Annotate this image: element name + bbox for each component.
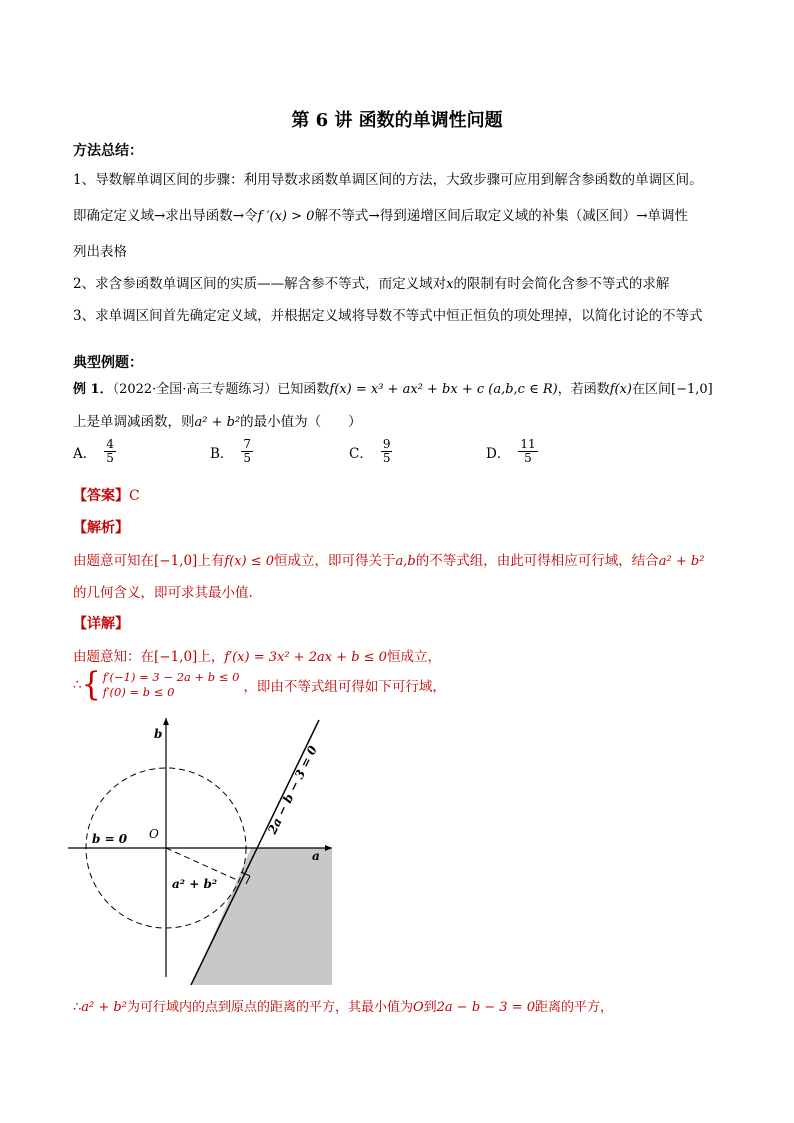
- option-b-num: 7: [243, 437, 252, 451]
- example1-tail: 在区间[−1,0]: [632, 382, 713, 397]
- analysis-math1: f(x) ≤ 0: [224, 554, 275, 569]
- option-b-fraction: [241, 438, 253, 465]
- option-d-fraction: [518, 438, 537, 465]
- analysis-text2: 恒成立，即可得关于: [274, 553, 396, 569]
- example1-line2-text2: 的最小值为（ ）: [240, 414, 362, 430]
- example1-line2-math: a² + b²: [194, 415, 241, 430]
- example1-line1: [73, 378, 713, 397]
- method-p1b-text2: 解不等式→得到递增区间后取定义域的补集（减区间）→单调性: [314, 208, 689, 224]
- example1-line2: [73, 410, 362, 430]
- feasible-region-figure: [60, 710, 350, 985]
- example1-source: （2022·全国·高三专题练习）已知函数: [112, 382, 330, 397]
- detail-text3: ，即由不等式组可得如下可行域，: [243, 679, 446, 695]
- b-axis-label: b: [154, 727, 163, 741]
- method-p1b-text: 即确定定义域→求出导函数→令: [73, 208, 258, 224]
- analysis-math2: a² + b²: [658, 554, 705, 569]
- method-p1: 1、导数解单调区间的步骤：利用导数求函数单调区间的方法，大致步骤可应用到解含参函数的单调区间。: [73, 172, 703, 188]
- analysis-tag: 【解析】: [73, 520, 129, 536]
- detail-tag: 【详解】: [73, 616, 129, 632]
- analysis-text1: 由题意可知在[−1,0]上有: [73, 553, 225, 569]
- option-d-letter: D．: [486, 445, 511, 462]
- option-c-letter: C．: [349, 445, 373, 462]
- detail-text1: 由题意知：在[−1,0]上，: [73, 649, 225, 665]
- option-d-num: 11: [520, 437, 536, 451]
- final-math1: a² + b²: [81, 1000, 127, 1015]
- option-a-num: 4: [106, 437, 114, 451]
- method-heading: 方法总结：: [73, 143, 143, 159]
- example1-mid: ，若函数: [557, 382, 610, 397]
- option-a-fraction: [104, 438, 116, 465]
- example1-label: 例 1．: [73, 382, 113, 397]
- option-c-num: 9: [382, 437, 391, 451]
- b-zero-label: b = 0: [92, 832, 128, 846]
- a-axis-label: a: [312, 849, 320, 863]
- option-b-den: 5: [243, 451, 252, 465]
- option-c-fraction: [381, 438, 393, 465]
- final-text1: 为可行域内的点到原点的距离的平方，其最小值为: [126, 1000, 413, 1015]
- method-p1b-math: f ′(x) > 0: [257, 209, 315, 224]
- answer-value: C: [129, 488, 140, 504]
- final-line: [73, 996, 613, 1015]
- detail-math1: f′(x) = 3x² + 2ax + b ≤ 0: [224, 650, 387, 665]
- option-c: [349, 438, 392, 465]
- option-c-den: 5: [382, 451, 391, 465]
- origin-label: O: [149, 827, 159, 841]
- therefore-symbol: ∴: [73, 677, 82, 693]
- page-title: 第 6 讲 函数的单调性问题: [291, 110, 503, 131]
- inequality-system: [103, 670, 240, 700]
- distance-label: a² + b²: [172, 877, 218, 891]
- option-d-den: 5: [524, 451, 532, 465]
- detail-system-line: [73, 665, 446, 704]
- detail-text2: 恒成立，: [386, 649, 441, 665]
- method-p1b: [73, 204, 688, 224]
- method-p3: 3、求单调区间首先确定定义域，并根据定义域将导数不等式中恒正恒负的项处理掉，以简化讨论的不等式: [73, 308, 703, 324]
- analysis-var: a,b: [395, 554, 416, 569]
- inequality-2: f′(0) = b ≤ 0: [102, 685, 175, 699]
- final-therefore: ∴: [73, 1000, 82, 1015]
- option-a-letter: A．: [73, 445, 97, 462]
- answer-line: [73, 485, 140, 505]
- method-p1c: 列出表格: [73, 244, 127, 260]
- examples-heading: 典型例题：: [73, 355, 143, 371]
- analysis-line1: [73, 549, 704, 569]
- analysis-text3: 的不等式组，由此可得相应可行域，结合: [415, 553, 659, 569]
- example1-fx: f(x): [609, 382, 633, 397]
- option-b-letter: B．: [210, 445, 234, 462]
- method-p2-var: x: [446, 277, 454, 292]
- method-p2: [73, 272, 669, 292]
- final-text3: 距离的平方，: [535, 1000, 614, 1015]
- final-origin: O: [412, 1000, 424, 1015]
- answer-tag: 【答案】: [73, 488, 129, 504]
- method-p2-text2: 的限制有时会简化含参不等式的求解: [453, 276, 670, 292]
- method-p2-text: 2、求含参函数单调区间的实质——解含参不等式，而定义域对: [73, 276, 447, 292]
- option-a: [73, 438, 116, 465]
- option-b: [210, 438, 253, 465]
- analysis-line2: 的几何含义，即可求其最小值.: [73, 585, 253, 601]
- final-math2: 2a − b − 3 = 0: [436, 1000, 535, 1015]
- b-axis-arrow: [163, 718, 169, 725]
- inequality-1: f′(−1) = 3 − 2a + b ≤ 0: [102, 670, 240, 684]
- option-a-den: 5: [106, 451, 114, 465]
- detail-line1: [73, 645, 441, 665]
- line-equation-label: 2a − b − 3 = 0: [265, 743, 320, 837]
- option-d: [486, 438, 538, 465]
- brace-symbol: {: [81, 665, 101, 704]
- final-text2: 到: [423, 1000, 437, 1015]
- example1-func: f(x) = x³ + ax² + bx + c (a,b,c ∈ R): [329, 382, 558, 397]
- distance-segment: [166, 848, 237, 880]
- example1-line2-text: 上是单调减函数，则: [73, 414, 195, 430]
